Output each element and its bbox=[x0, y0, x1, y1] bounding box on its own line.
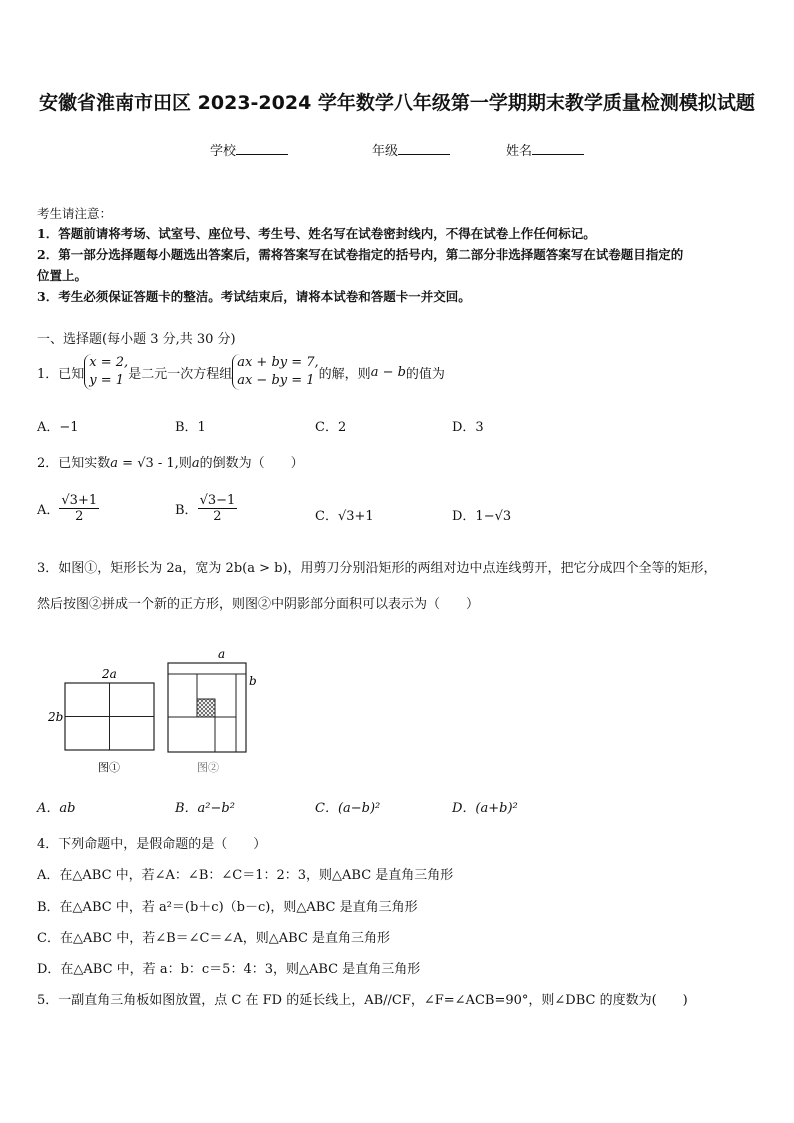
q1-suffix: 的解，则 bbox=[318, 366, 371, 382]
q1-sol-x: x = 2, bbox=[89, 355, 129, 370]
name-field bbox=[506, 140, 584, 159]
fig2-right-label: b bbox=[249, 674, 257, 688]
q1-eq1: ax + by = 7, bbox=[237, 355, 319, 370]
q2-option-a bbox=[37, 493, 99, 524]
q4-stem: 4．下列命题中，是假命题的是（ ） bbox=[37, 837, 267, 852]
q3-option-a: A．ab bbox=[37, 801, 76, 816]
q1-option-d: D．3 bbox=[452, 420, 484, 435]
school-field bbox=[210, 140, 288, 159]
fig1-top-label: 2a bbox=[102, 667, 117, 681]
figure-2 bbox=[168, 647, 257, 774]
grade-label: 年级 bbox=[372, 144, 399, 159]
notice-item: 2．第一部分选择题每小题选出答案后，需将答案写在试卷指定的括号内，第二部分非选择题答案写在试卷题目指定的 bbox=[37, 247, 684, 262]
q2-option-b bbox=[175, 493, 237, 524]
q1-option-c: C．2 bbox=[315, 420, 347, 435]
name-label: 姓名 bbox=[506, 144, 533, 159]
q2-eq: = √3 - 1, bbox=[118, 456, 179, 471]
q2-opt-b-den: 2 bbox=[213, 509, 222, 524]
fig1-left-label: 2b bbox=[48, 710, 64, 724]
q3-option-c: C．(a−b)² bbox=[315, 801, 381, 816]
q2-opt-a-fraction bbox=[59, 493, 99, 524]
q4-option-a: A．在△ABC 中，若∠A：∠B：∠C＝1：2：3，则△ABC 是直角三角形 bbox=[37, 868, 454, 883]
q2-end: 的倒数为（ ） bbox=[199, 456, 304, 471]
figure-1 bbox=[47, 667, 154, 774]
question-1 bbox=[37, 354, 445, 390]
q1-expr: a − b bbox=[370, 364, 406, 380]
school-label: 学校 bbox=[210, 144, 237, 159]
question-2 bbox=[37, 452, 304, 471]
q1-middle: 是二元一次方程组 bbox=[128, 366, 233, 382]
q3-line-2: 然后按图②拼成一个新的正方形，则图②中阴影部分面积可以表示为（ ） bbox=[37, 597, 480, 612]
notice-item: 位置上。 bbox=[37, 268, 88, 283]
q2-mid: 则 bbox=[178, 456, 192, 471]
q2-prefix: 2．已知实数 bbox=[37, 456, 111, 471]
fig2-caption: 图② bbox=[197, 761, 219, 774]
q1-end: 的值为 bbox=[405, 366, 445, 382]
q1-eq2: ax − by = 1 bbox=[237, 373, 315, 388]
section-heading: 一、选择题(每小题 3 分,共 30 分) bbox=[37, 332, 236, 347]
fig2-shaded-square bbox=[197, 699, 215, 717]
q2-opt-b-label: B． bbox=[175, 503, 198, 518]
notice-item: 1．答题前请将考场、试室号、座位号、考生号、姓名写在试卷密封线内，不得在试卷上作任何标记。 bbox=[37, 226, 596, 241]
q2-option-c: C．√3+1 bbox=[315, 509, 374, 524]
grade-blank bbox=[398, 142, 450, 155]
q2-option-d: D．1−√3 bbox=[452, 509, 512, 524]
q2-opt-b-fraction bbox=[198, 493, 238, 524]
q2-var2: a bbox=[191, 456, 200, 471]
q2-opt-a-den: 2 bbox=[75, 509, 84, 524]
page-title: 安徽省淮南市田区 2023-2024 学年数学八年级第一学期期末教学质量检测模拟试题 bbox=[39, 92, 755, 114]
q2-var: a bbox=[110, 456, 119, 471]
q5-stem: 5．一副直角三角板如图放置，点 C 在 FD 的延长线上，AB//CF，∠F=∠ACB=90°，则∠DBC 的度数为( ) bbox=[37, 993, 688, 1008]
q3-line-1: 3．如图①，矩形长为 2a，宽为 2b(a > b)，用剪刀分别沿矩形的两组对边中点连线剪开，把它分成四个全等的矩形， bbox=[37, 561, 717, 576]
q1-option-b: B．1 bbox=[175, 420, 206, 435]
fig1-caption: 图① bbox=[98, 761, 120, 774]
name-blank bbox=[532, 142, 584, 155]
school-blank bbox=[236, 142, 288, 155]
q4-option-d: D．在△ABC 中，若 a：b：c＝5：4：3，则△ABC 是直角三角形 bbox=[37, 962, 421, 977]
q3-figures bbox=[40, 643, 270, 778]
q1-option-a: A．−1 bbox=[37, 420, 79, 435]
q1-solution bbox=[84, 354, 128, 390]
q4-option-c: C．在△ABC 中，若∠B＝∠C＝∠A，则△ABC 是直角三角形 bbox=[37, 931, 391, 946]
notice-heading: 考生请注意： bbox=[37, 206, 113, 221]
fig2-top-label: a bbox=[218, 647, 226, 661]
q1-prefix: 1．已知 bbox=[37, 366, 85, 382]
grade-field bbox=[372, 140, 450, 159]
notice-item: 3．考生必须保证答题卡的整洁。考试结束后，请将本试卷和答题卡一并交回。 bbox=[37, 289, 471, 304]
q1-sol-y: y = 1 bbox=[89, 373, 125, 388]
q2-opt-a-num: √3+1 bbox=[61, 493, 98, 508]
q3-option-d: D．(a+b)² bbox=[452, 801, 518, 816]
q4-option-b: B．在△ABC 中，若 a²＝(b＋c)（b－c)，则△ABC 是直角三角形 bbox=[37, 900, 418, 915]
q2-opt-a-label: A． bbox=[37, 503, 60, 518]
q2-opt-b-num: √3−1 bbox=[199, 493, 236, 508]
q1-system bbox=[232, 354, 318, 390]
q3-option-b: B．a²−b² bbox=[175, 801, 235, 816]
